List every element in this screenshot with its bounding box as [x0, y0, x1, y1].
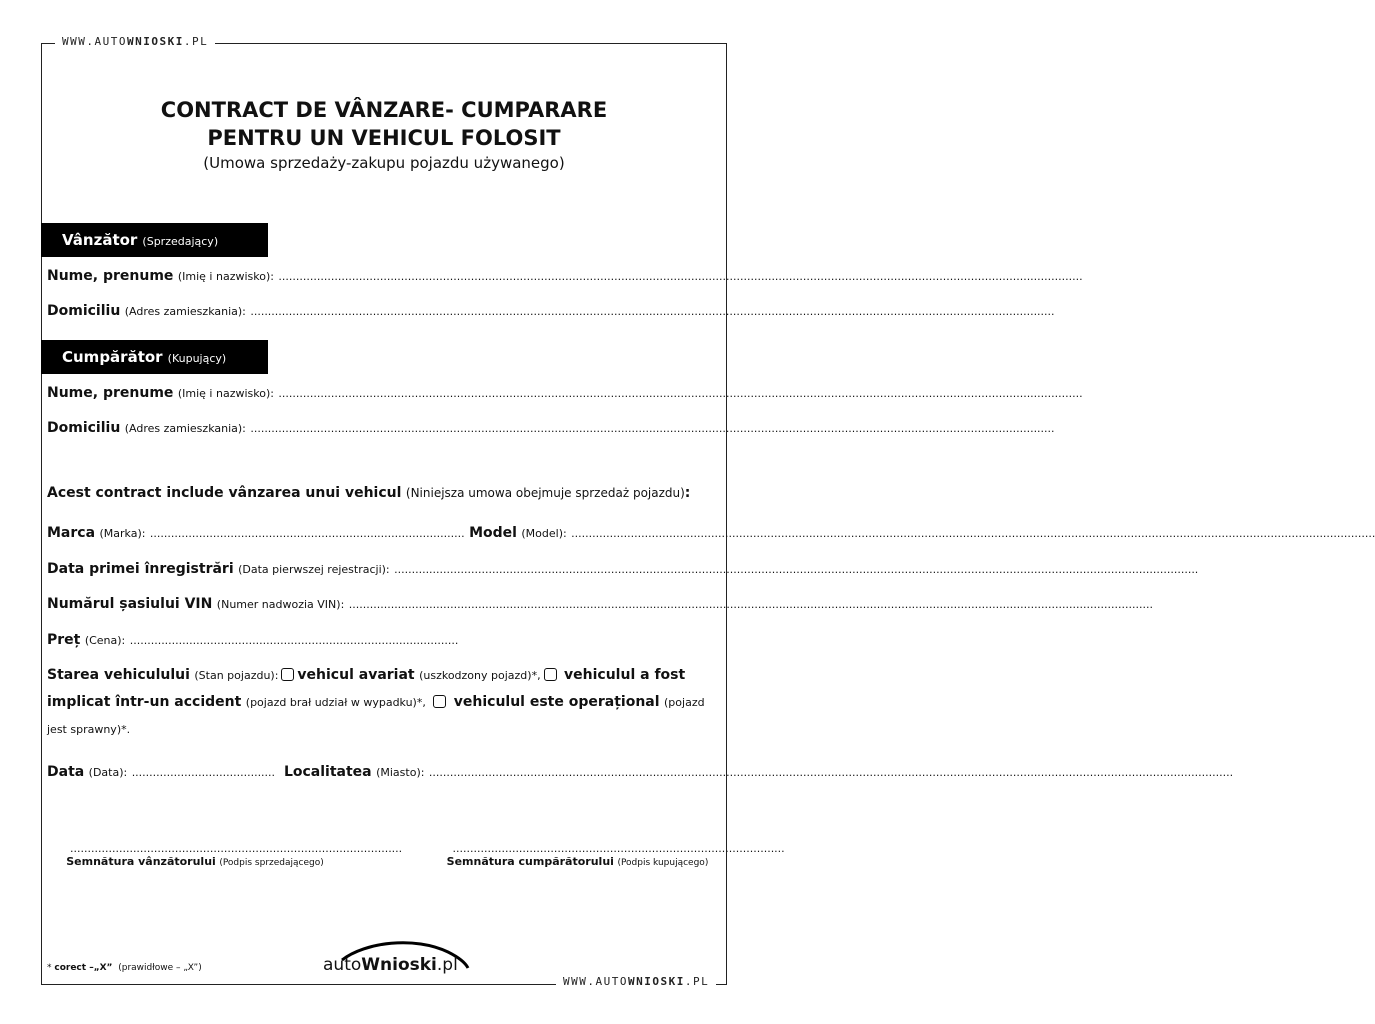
header-url: WWW.AUTOWNIOSKI.PL: [55, 35, 215, 48]
seller-address-field[interactable]: Domiciliu (Adres zamieszkania): ......................................................................................................................................................................................................................................: [47, 303, 1055, 319]
title-line-1: CONTRACT DE VÂNZARE- CUMPARARE: [160, 98, 608, 122]
buyer-address-field[interactable]: Domiciliu (Adres zamieszkania): ......................................................................................................................................................................................................................................: [47, 420, 1055, 436]
registration-date-field[interactable]: Data primei înregistrări (Data pierwszej rejestracji): ......................................................................................................................................................................................................................................: [47, 561, 1199, 577]
operational-checkbox[interactable]: [433, 695, 446, 708]
date-place-field[interactable]: Data (Data): ......................................... Localitatea (Miasto): ......................................................................................................................................................................................................................................: [47, 764, 1234, 780]
vehicle-state: Starea vehiculului (Stan pojazdu): vehicul avariat (uszkodzony pojazd)*, vehiculul a fost implicat într-un accident (pojazd brał udział w wypadku)*, vehiculul este operațional (pojazd jest sprawny)*.: [47, 667, 705, 736]
buyer-name-field[interactable]: Nume, prenume (Imię i nazwisko): ......................................................................................................................................................................................................................................: [47, 385, 1083, 401]
price-field[interactable]: Preț (Cena): ..............................................................................................: [47, 632, 459, 648]
footer-url: WWW.AUTOWNIOSKI.PL: [556, 975, 716, 988]
seller-signature[interactable]: ............................................................................................... Semnătura vânzătorului (Podpis sprzedającego): [66, 842, 403, 868]
accident-checkbox[interactable]: [544, 668, 557, 681]
title-subtitle: (Umowa sprzedaży-zakupu pojazdu używanego): [203, 154, 565, 172]
title-line-2: PENTRU UN VEHICUL FOLOSIT: [207, 126, 561, 150]
logo: autoWnioski.pl: [323, 955, 458, 975]
seller-heading: Vânzător (Sprzedający): [41, 223, 268, 257]
buyer-heading: Cumpărător (Kupujący): [41, 340, 268, 374]
vin-field[interactable]: Numărul șasiului VIN (Numer nadwozia VIN): ......................................................................................................................................................................................................................................: [47, 596, 1153, 612]
seller-name-field[interactable]: Nume, prenume (Imię i nazwisko): ......................................................................................................................................................................................................................................: [47, 268, 1083, 284]
footnote: * corect –„X” (prawidłowe – „X”): [47, 963, 202, 973]
buyer-signature[interactable]: ............................................................................................... Semnătura cumpărătorului (Podpis kupującego): [446, 842, 785, 868]
document-title: [0, 96, 768, 174]
vehicle-intro: Acest contract include vânzarea unui vehicul (Niniejsza umowa obejmuje sprzedaż pojazdu):: [47, 485, 691, 501]
damaged-checkbox[interactable]: [281, 668, 294, 681]
make-model-field[interactable]: Marca (Marka): .......................................................................................... Model (Model): ......................................................................................................................................................................................................................................: [47, 525, 1375, 541]
